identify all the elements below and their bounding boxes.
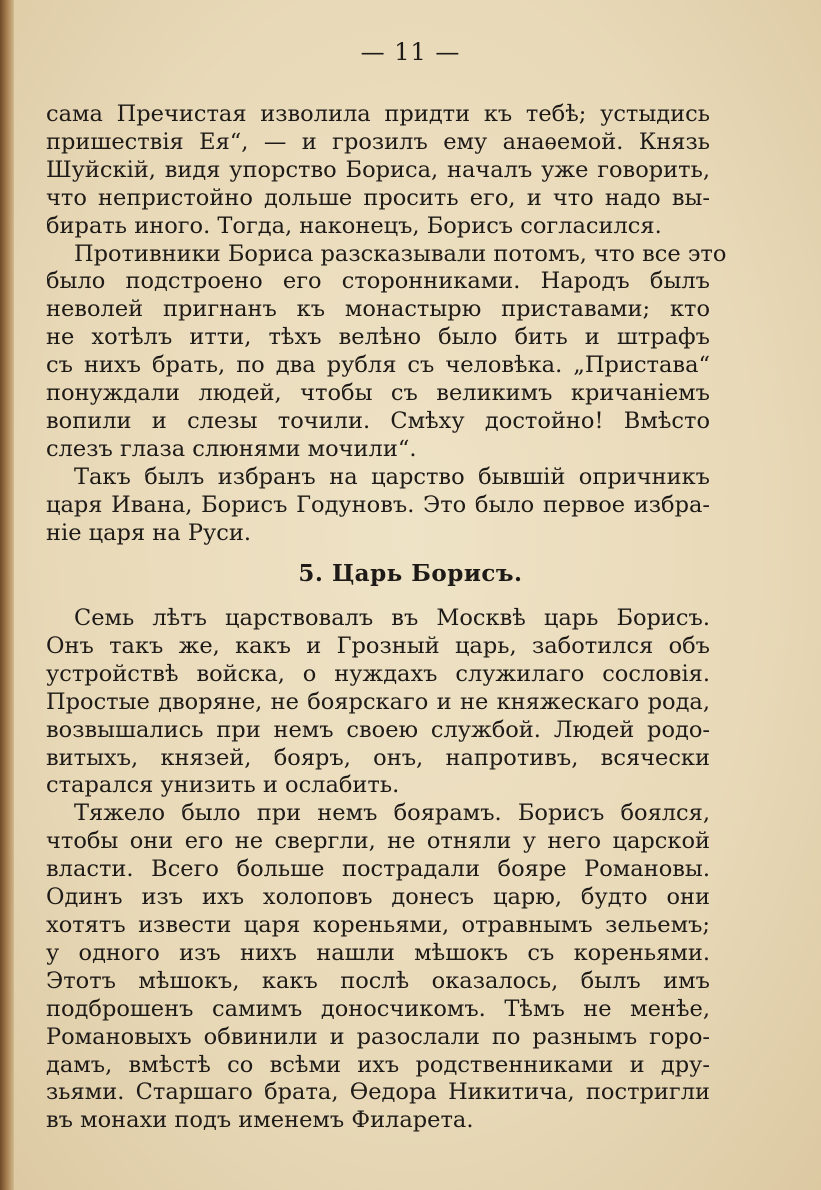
text-line: царя Ивана, Борисъ Годуновъ. Это было первое избра-	[46, 491, 710, 518]
text-section-1	[46, 101, 727, 548]
text-line: Тяжело было при немъ боярамъ. Борисъ боялся,	[74, 800, 710, 827]
text-line: хотятъ извести царя кореньями, отравнымъ зельемъ;	[46, 911, 710, 938]
text-line: понуждали людей, чтобы съ великимъ кричаніемъ	[46, 380, 710, 407]
text-line: зьями. Старшаго брата, Ѳедора Никитича, постригли	[46, 1079, 710, 1106]
text-line: у одного изъ нихъ нашли мѣшокъ съ кореньями.	[46, 939, 710, 966]
text-line: Семь лѣтъ царствовалъ въ Москвѣ царь Борисъ.	[74, 605, 710, 631]
text-line: Противники Бориса разсказывали потомъ, что все это	[74, 240, 727, 267]
text-line: Онъ такъ же, какъ и Грозный царь, заботился объ	[46, 632, 710, 659]
text-line: витыхъ, князей, бояръ, онъ, напротивъ, всячески	[46, 744, 710, 771]
text-section-2	[46, 605, 710, 1135]
text-line: чтобы они его не свергли, не отняли у него царской	[46, 828, 710, 855]
text-line: Одинъ изъ ихъ холоповъ донесъ царю, будто они	[46, 884, 710, 911]
text-line: пришествія Ея“, — и грозилъ ему анаѳемой. Князь	[46, 128, 710, 155]
text-line: Этотъ мѣшокъ, какъ послѣ оказалось, былъ имъ	[46, 967, 710, 994]
text-line: ніе царя на Руси.	[46, 519, 251, 546]
text-line: возвышались при немъ своею службой. Людей родо-	[46, 716, 710, 743]
text-line: старался унизить и ослабить.	[46, 772, 400, 799]
text-line: не хотѣлъ итти, тѣхъ велѣно было бить и штрафъ	[46, 324, 710, 351]
section-heading: 5. Царь Борисъ.	[298, 560, 523, 587]
text-line: подброшенъ самимъ доносчикомъ. Тѣмъ не менѣе,	[46, 995, 710, 1022]
text-line: Шуйскій, видя упорство Бориса, началъ уже говорить,	[46, 156, 710, 183]
text-line: въ монахи подъ именемъ Филарета.	[46, 1107, 474, 1134]
text-line: Романовыхъ обвинили и разослали по разнымъ горо-	[46, 1023, 710, 1050]
text-line: было подстроено его сторонниками. Народъ былъ	[46, 268, 710, 295]
text-line: устройствѣ войска, о нуждахъ служилаго сословія.	[46, 660, 710, 687]
text-line: что непристойно дольше просить его, и что надо вы-	[46, 184, 710, 211]
text-line: Простые дворяне, не боярскаго и не княжескаго рода,	[46, 688, 710, 715]
text-line: дамъ, вмѣстѣ со всѣми ихъ родственниками и дру-	[46, 1051, 710, 1078]
text-line: Такъ былъ избранъ на царство бывшій опричникъ	[74, 463, 710, 490]
text-line: бирать иного. Тогда, наконецъ, Борисъ согласился.	[46, 212, 662, 239]
page-number: — 11 —	[360, 38, 461, 66]
text-line: неволей пригнанъ къ монастырю приставами; кто	[46, 296, 710, 323]
text-line: власти. Всего больше пострадали бояре Романовы.	[46, 856, 710, 883]
book-spine-edge	[0, 0, 14, 1190]
text-line: слезъ глаза слюнями мочили“.	[46, 435, 417, 462]
text-line: съ нихъ брать, по два рубля съ человѣка. „Пристава“	[46, 352, 710, 379]
text-line: сама Пречистая изволила придти къ тебѣ; устыдись	[46, 101, 710, 127]
text-line: вопили и слезы точили. Смѣху достойно! Вмѣсто	[46, 407, 710, 434]
